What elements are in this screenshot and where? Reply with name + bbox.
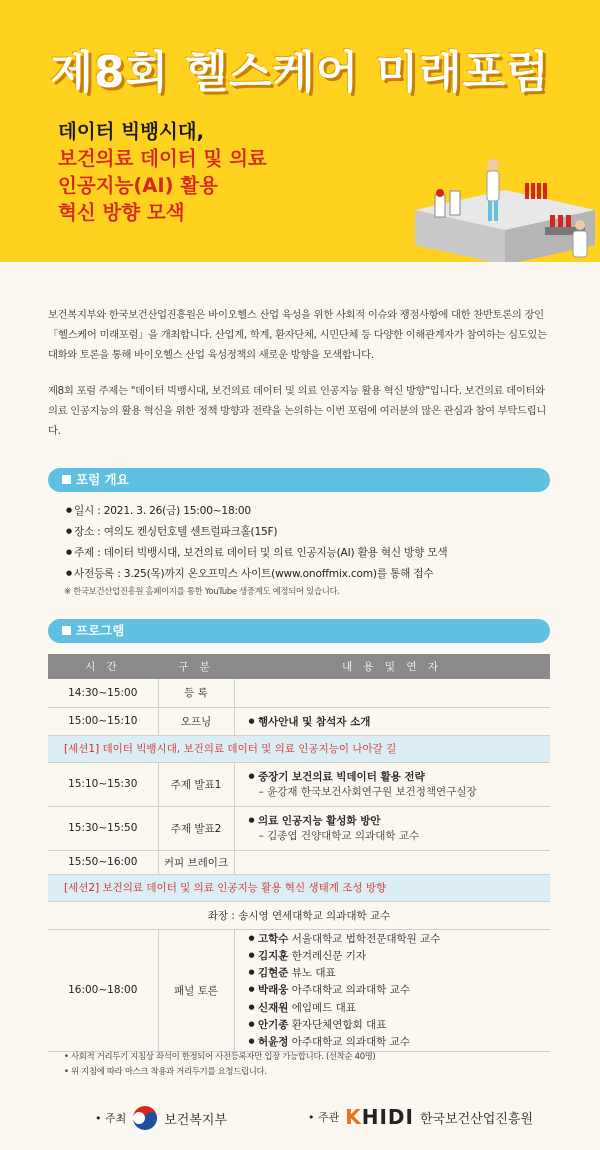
overview-item: ● 주제 : 데이터 빅뱅시대, 보건의료 데이터 및 의료 인공지능(AI) 활용 혁신 방향 모색 — [66, 542, 447, 563]
time-cell: 15:10~15:30 — [48, 762, 158, 806]
organizer-label: • 주관 — [308, 1111, 340, 1124]
session-title: 행사안내 및 참석자 소개 — [257, 715, 371, 728]
program-heading-bar — [48, 619, 550, 643]
table-row — [48, 929, 550, 1051]
program-heading: 프로그램 — [76, 623, 125, 638]
column-header-content: 내 용 및 연 자 — [234, 654, 550, 679]
header-banner — [0, 0, 600, 262]
bullet-icon: ● — [248, 950, 255, 959]
ministry-emblem-icon — [132, 1105, 158, 1131]
bullet-icon: ● — [248, 1019, 255, 1028]
chair-row — [48, 901, 550, 929]
bullet-icon: ● — [248, 716, 255, 725]
panelist: ● 고학수 서울대학교 법학전문대학원 교수 — [248, 932, 441, 945]
khidi-logo: KHIDI — [345, 1105, 414, 1129]
overview-item: ● 사전등록 : 3.25(목)까지 온오프믹스 사이트(www.onoffmix.com)를 통해 접수 — [66, 563, 447, 584]
content-cell — [234, 762, 550, 806]
overview-item: ● 일시 : 2021. 3. 26(금) 15:00~18:00 — [66, 500, 447, 521]
square-icon — [62, 475, 71, 484]
chair-cell: 좌장 : 송시영 연세대학교 의과대학 교수 — [48, 901, 550, 929]
bullet-icon: ● — [248, 933, 255, 942]
host-name: 보건복지부 — [164, 1112, 228, 1128]
talk-title: 의료 인공지능 활성화 방안 — [257, 815, 381, 827]
panel-list — [234, 929, 550, 1051]
bullet-icon: ● — [248, 772, 255, 780]
organizer-name: 한국보건산업진흥원 — [419, 1111, 534, 1127]
talk-title: 중장기 보건의료 빅데이터 활용 전략 — [257, 771, 425, 783]
forum-title: 제8회 헬스케어 미래포럼 — [50, 47, 550, 98]
subtitle-line: 보건의료 데이터 및 의료 — [58, 147, 267, 170]
panelist: ● 신재원 에임메드 대표 — [248, 1001, 356, 1014]
speaker: – 윤강재 한국보건사회연구원 보건정책연구실장 — [258, 786, 477, 798]
content-cell — [234, 679, 550, 707]
session-title: [세션2] 보건의료 데이터 및 의료 인공지능 활용 혁신 생태계 조성 방향 — [48, 874, 550, 901]
overview-item: ● 장소 : 여의도 켄싱턴호텔 센트럴파크홀(15F) — [66, 521, 447, 542]
subtitle-line: 인공지능(AI) 활용 — [58, 174, 218, 197]
panelist: ● 김현준 뷰노 대표 — [248, 967, 336, 980]
bullet-icon: ● — [248, 968, 255, 977]
overview-heading: 포럼 개요 — [76, 472, 129, 487]
session-row — [48, 735, 550, 762]
time-cell: 16:00~18:00 — [48, 929, 158, 1051]
bullet-icon: ● — [248, 1002, 255, 1011]
content-cell — [234, 806, 550, 850]
time-cell: 15:00~15:10 — [48, 707, 158, 735]
overview-note: ※ 한국보건산업진흥원 홈페이지를 통한 YouTube 생중계도 예정되어 있습니다. — [64, 586, 340, 596]
note-item: • 사회적 거리두기 지침상 좌석이 한정되어 사전등록자만 입장 가능합니다. (선착순 40명) — [64, 1051, 376, 1061]
overview-list — [66, 500, 447, 584]
bullet-icon: ● — [248, 1037, 255, 1046]
column-header-kind: 구 분 — [158, 654, 234, 679]
laboratory-illustration — [395, 155, 600, 275]
content-cell — [234, 707, 550, 735]
time-cell: 14:30~15:00 — [48, 679, 158, 707]
subtitle-line: 데이터 빅뱅시대, — [58, 120, 205, 143]
table-row — [48, 679, 550, 707]
bullet-icon: ● — [248, 985, 255, 994]
kind-cell: 주제 발표1 — [158, 762, 234, 806]
organizer-info — [308, 1105, 533, 1129]
panelist: ● 안기종 환자단체연합회 대표 — [248, 1018, 387, 1031]
program-notes — [64, 1049, 375, 1079]
program-table — [48, 654, 550, 1052]
forum-subtitle — [58, 118, 267, 226]
table-row — [48, 762, 550, 806]
column-header-time: 시 간 — [48, 654, 158, 679]
overview-heading-bar — [48, 468, 550, 492]
subtitle-line: 혁신 방향 모색 — [58, 201, 185, 224]
intro-paragraph-2: 제8회 포럼 주제는 "데이터 빅뱅시대, 보건의료 데이터 및 의료 인공지능 활용 혁신 방향"입니다. 보건의료 데이터와 의료 인공지능의 활용 혁신을 위한 정책 방향과 전략을 논의하는 이번 포럼에 여러분의 많은 관심과 참여 부탁드립니다. — [48, 385, 546, 437]
bullet-icon: ● — [248, 816, 255, 824]
speaker: – 김종엽 건양대학교 의과대학 교수 — [258, 830, 420, 842]
panelist: ● 박래웅 아주대학교 의과대학 교수 — [248, 984, 410, 997]
kind-cell: 패널 토론 — [158, 929, 234, 1051]
kind-cell: 오프닝 — [158, 707, 234, 735]
table-row — [48, 806, 550, 850]
intro-paragraph-1: 보건복지부와 한국보건산업진흥원은 바이오헬스 산업 육성을 위한 사회적 이슈와 쟁점사항에 대한 찬반토론의 장인 「헬스케어 미래포럼」을 개최합니다. 산업계, 학계, 환자단체, 시민단체 등 다양한 이해관계자가 참여하는 심도있는 대화와 토론을 통해 바이오헬스 산업 육성정책의 새로운 방향을 모색합니다. — [48, 309, 547, 361]
panelist: ● 허윤정 아주대학교 의과대학 교수 — [248, 1036, 410, 1049]
session-title: [세션1] 데이터 빅뱅시대, 보건의료 데이터 및 의료 인공지능이 나아갈 길 — [48, 735, 550, 762]
table-row — [48, 850, 550, 874]
content-cell — [234, 850, 550, 874]
time-cell: 15:30~15:50 — [48, 806, 158, 850]
session-row — [48, 874, 550, 901]
table-header-row — [48, 654, 550, 679]
host-label: • 주최 — [95, 1112, 127, 1125]
panelist: ● 김지훈 한겨레신문 기자 — [248, 949, 367, 962]
note-item: • 위 지침에 따라 마스크 착용과 거리두기를 요청드립니다. — [64, 1066, 267, 1076]
kind-cell: 커피 브레이크 — [158, 850, 234, 874]
kind-cell: 등 록 — [158, 679, 234, 707]
kind-cell: 주제 발표2 — [158, 806, 234, 850]
square-icon — [62, 626, 71, 635]
table-row — [48, 707, 550, 735]
host-info — [95, 1105, 227, 1131]
time-cell: 15:50~16:00 — [48, 850, 158, 874]
